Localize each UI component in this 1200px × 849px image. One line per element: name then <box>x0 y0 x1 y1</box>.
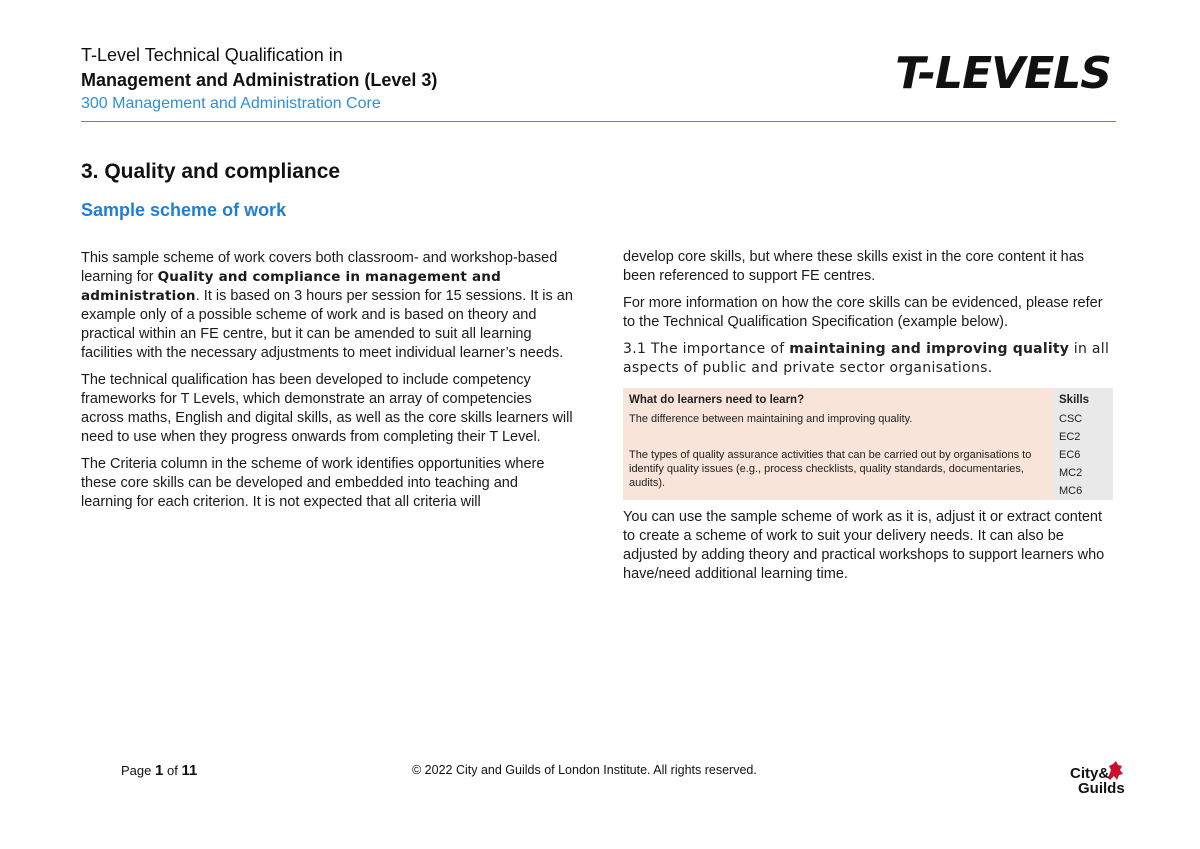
page-current: 1 <box>155 762 164 779</box>
right-column <box>623 248 1115 592</box>
spec-heading-start: 3.1 The importance of <box>623 341 790 357</box>
intro-bold-unit: Quality and compliance in management and administration <box>81 269 501 304</box>
section-title: 3. Quality and compliance <box>81 160 341 183</box>
logo-line-guilds: Guilds <box>1078 780 1125 797</box>
left-column <box>81 249 573 520</box>
section-subtitle: Sample scheme of work <box>81 200 287 220</box>
table-header-skills: Skills <box>1053 388 1113 410</box>
spec-example-table <box>623 388 1113 500</box>
page-label: Page <box>121 763 152 778</box>
table-cell-learn-2: The types of quality assurance activities that can be carried out by organisations to identify quality issues (e.g., process checklists, quality standards, documentaries, audits). <box>623 446 1053 500</box>
table-cell-learn-1: The difference between maintaining and improving quality. <box>623 410 1053 446</box>
header-qualification-title: Management and Administration (Level 3) <box>81 70 438 90</box>
table-header-learn: What do learners need to learn? <box>623 388 1053 410</box>
page-of-label: of <box>166 763 178 778</box>
page-total: 11 <box>181 762 198 779</box>
table-cell-skill: CSC <box>1053 410 1113 428</box>
table-header-row <box>623 388 1113 410</box>
usage-paragraph: You can use the sample scheme of work as it is, adjust it or extract content to create a scheme of work to suit your delivery needs. It can also be adjusted by adding theory and practical workshops to support learners who have/need additional learning time. <box>623 509 1105 582</box>
table-row <box>623 410 1113 428</box>
core-skills-paragraph: develop core skills, but where these skills exist in the core content it has been referenced to support FE centres. <box>623 249 1085 284</box>
table-cell-skill: MC2 <box>1053 464 1113 482</box>
intro-text-start: This sample scheme of work covers both classroom- and workshop-based learning for <box>81 250 558 285</box>
table-cell-skill: EC6 <box>1053 446 1113 464</box>
spec-heading-bold: maintaining and improving quality <box>789 341 1070 357</box>
criteria-paragraph: The Criteria column in the scheme of work identifies opportunities where these core skills can be developed and embedded into teaching and learning for each criterion. It is not expected that all criteria will <box>81 456 545 510</box>
t-levels-logo: T-LEVELS <box>895 48 1111 99</box>
header-unit-title: 300 Management and Administration Core <box>81 95 381 112</box>
table-cell-skill: MC6 <box>1053 482 1113 500</box>
spec-example-heading <box>623 340 1115 378</box>
page-number <box>121 762 197 779</box>
page-header <box>81 44 1116 122</box>
intro-text-end: . It is based on 3 hours per session for 15 sessions. It is an example only of a possible scheme of work and is based on theory and practical within an FE centre, but it can be amended to suit all learning facilities with the necessary adjustments to meet individual learner’s needs. <box>81 288 573 361</box>
competency-paragraph: The technical qualification has been developed to include competency frameworks for T Levels, which demonstrate an array of competencies across maths, English and digital skills, as well as the core skills learners will need to use when they progress onwards from completing their T Level. <box>81 372 573 445</box>
logo-line-city: City& <box>1070 765 1110 782</box>
city-and-guilds-logo <box>1068 762 1130 800</box>
spec-heading-end: in all aspects of public and private sector organisations. <box>623 341 1110 376</box>
table-cell-skill: EC2 <box>1053 428 1113 446</box>
more-info-paragraph: For more information on how the core skills can be evidenced, please refer to the Technical Qualification Specification (example below). <box>623 295 1103 330</box>
table-row <box>623 446 1113 464</box>
copyright-notice: © 2022 City and Guilds of London Institute. All rights reserved. <box>412 763 757 777</box>
intro-paragraph <box>81 249 573 363</box>
header-qualification-line: T-Level Technical Qualification in <box>81 45 343 65</box>
